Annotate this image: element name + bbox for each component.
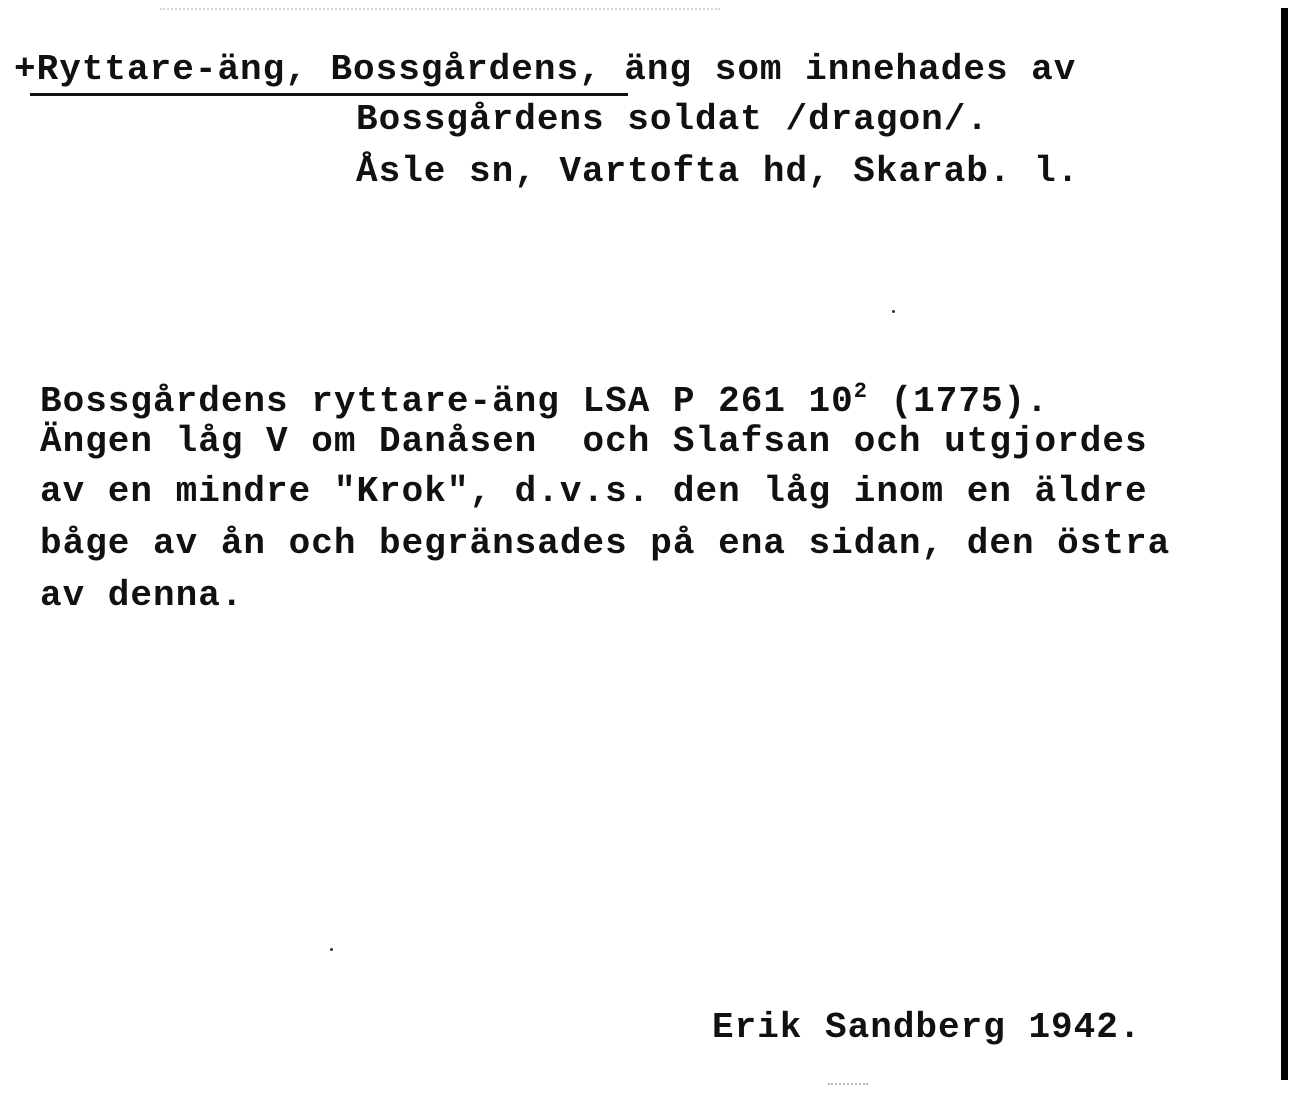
signature: Erik Sandberg 1942. bbox=[712, 1007, 1142, 1048]
body-line-1-end: (1775). bbox=[867, 381, 1049, 422]
body-line-1-main: Bossgårdens ryttare-äng LSA P 261 10 bbox=[40, 381, 854, 422]
body-line-1-superscript: 2 bbox=[853, 379, 868, 404]
body-line-3: av en mindre "Krok", d.v.s. den låg inom en äldre bbox=[40, 471, 1148, 512]
body-line-2: Ängen låg V om Danåsen och Slafsan och utgjordes bbox=[40, 421, 1148, 462]
top-scan-specks bbox=[160, 8, 720, 12]
header-line-2: Bossgårdens soldat /dragon/. bbox=[356, 99, 989, 140]
scan-speck bbox=[892, 310, 895, 313]
body-line-5: av denna. bbox=[40, 575, 244, 616]
header-line-3: Åsle sn, Vartofta hd, Skarab. l. bbox=[356, 151, 1080, 192]
header-prefix: + bbox=[14, 49, 37, 90]
header-line-1 bbox=[14, 50, 1076, 90]
body-line-4: båge av ån och begränsades på ena sidan, den östra bbox=[40, 523, 1171, 564]
header-rest: , äng som innehades av bbox=[579, 49, 1077, 90]
body-line-1 bbox=[40, 372, 1049, 422]
card-right-edge bbox=[1281, 8, 1288, 1080]
bottom-scan-speck bbox=[828, 1083, 868, 1087]
header-term: Ryttare-äng, Bossgårdens bbox=[36, 49, 580, 90]
header-term-underline bbox=[30, 93, 628, 96]
scan-speck bbox=[330, 948, 333, 951]
